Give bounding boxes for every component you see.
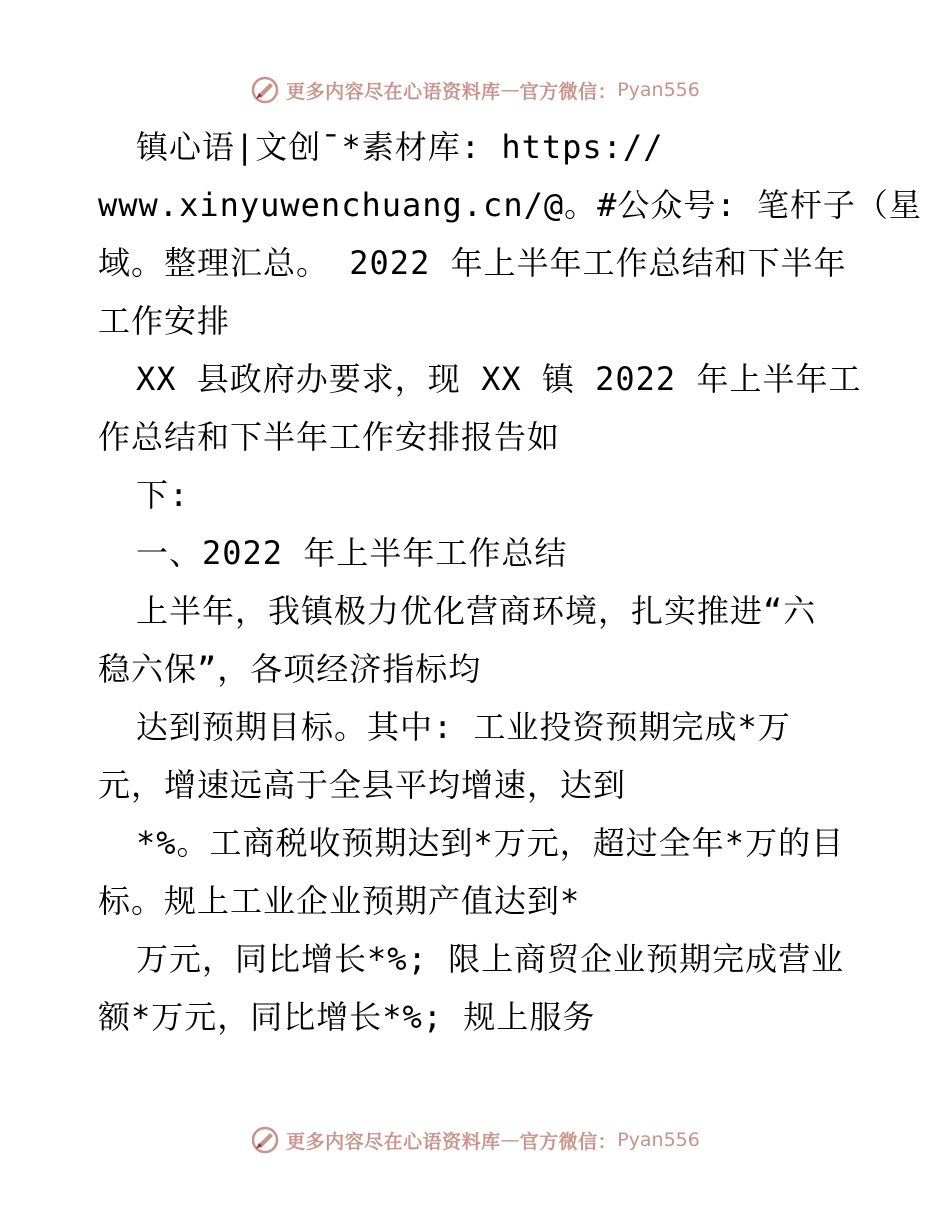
document-body [98, 118, 922, 1046]
banner-official: 官方微信： [519, 80, 618, 103]
doc-line: 稳六保”，各项经济指标均 [98, 650, 482, 688]
doc-line: 域。整理汇总。 2022 年上半年工作总结和下半年 [98, 244, 847, 282]
doc-line: www.xinyuwenchuang.cn/@。#公众号: 笔杆子（星 [98, 186, 922, 224]
doc-line: 镇心语|文创¯*素材库: https:// [136, 128, 664, 166]
doc-line: *%。工商税收预期达到*万元，超过全年*万的目 [136, 824, 845, 862]
banner-text: 更多内容尽在心语资料库 [286, 80, 501, 103]
banner-dash: — [500, 1129, 520, 1151]
doc-line: 元，增速远高于全县平均增速，达到 [98, 766, 627, 804]
doc-line: 作总结和下半年工作安排报告如 [98, 418, 561, 456]
doc-line: 达到预期目标。其中: 工业投资预期完成*万 [136, 708, 791, 746]
doc-line: 额*万元，同比增长*%; 规上服务 [98, 998, 596, 1036]
doc-line: 标。规上工业企业预期产值达到* [98, 882, 581, 920]
doc-line: 工作安排 [98, 302, 231, 340]
doc-line: 万元，同比增长*%; 限上商贸企业预期完成营业 [136, 940, 845, 978]
book-pen-logo-icon [250, 75, 280, 105]
doc-line: 上半年，我镇极力优化营商环境，扎实推进“六 [136, 592, 817, 630]
banner-id: Pyan556 [617, 79, 700, 101]
doc-line: 下: [136, 476, 190, 514]
banner-id: Pyan556 [617, 1129, 700, 1151]
banner-dash: — [500, 79, 520, 101]
footer-watermark-banner [0, 1120, 950, 1160]
header-watermark-banner [0, 70, 950, 110]
banner-official: 官方微信： [519, 1130, 618, 1153]
doc-line: 一、2022 年上半年工作总结 [136, 534, 568, 572]
doc-line: XX 县政府办要求，现 XX 镇 2022 年上半年工 [136, 360, 862, 398]
book-pen-logo-icon [250, 1125, 280, 1155]
banner-text: 更多内容尽在心语资料库 [286, 1130, 501, 1153]
